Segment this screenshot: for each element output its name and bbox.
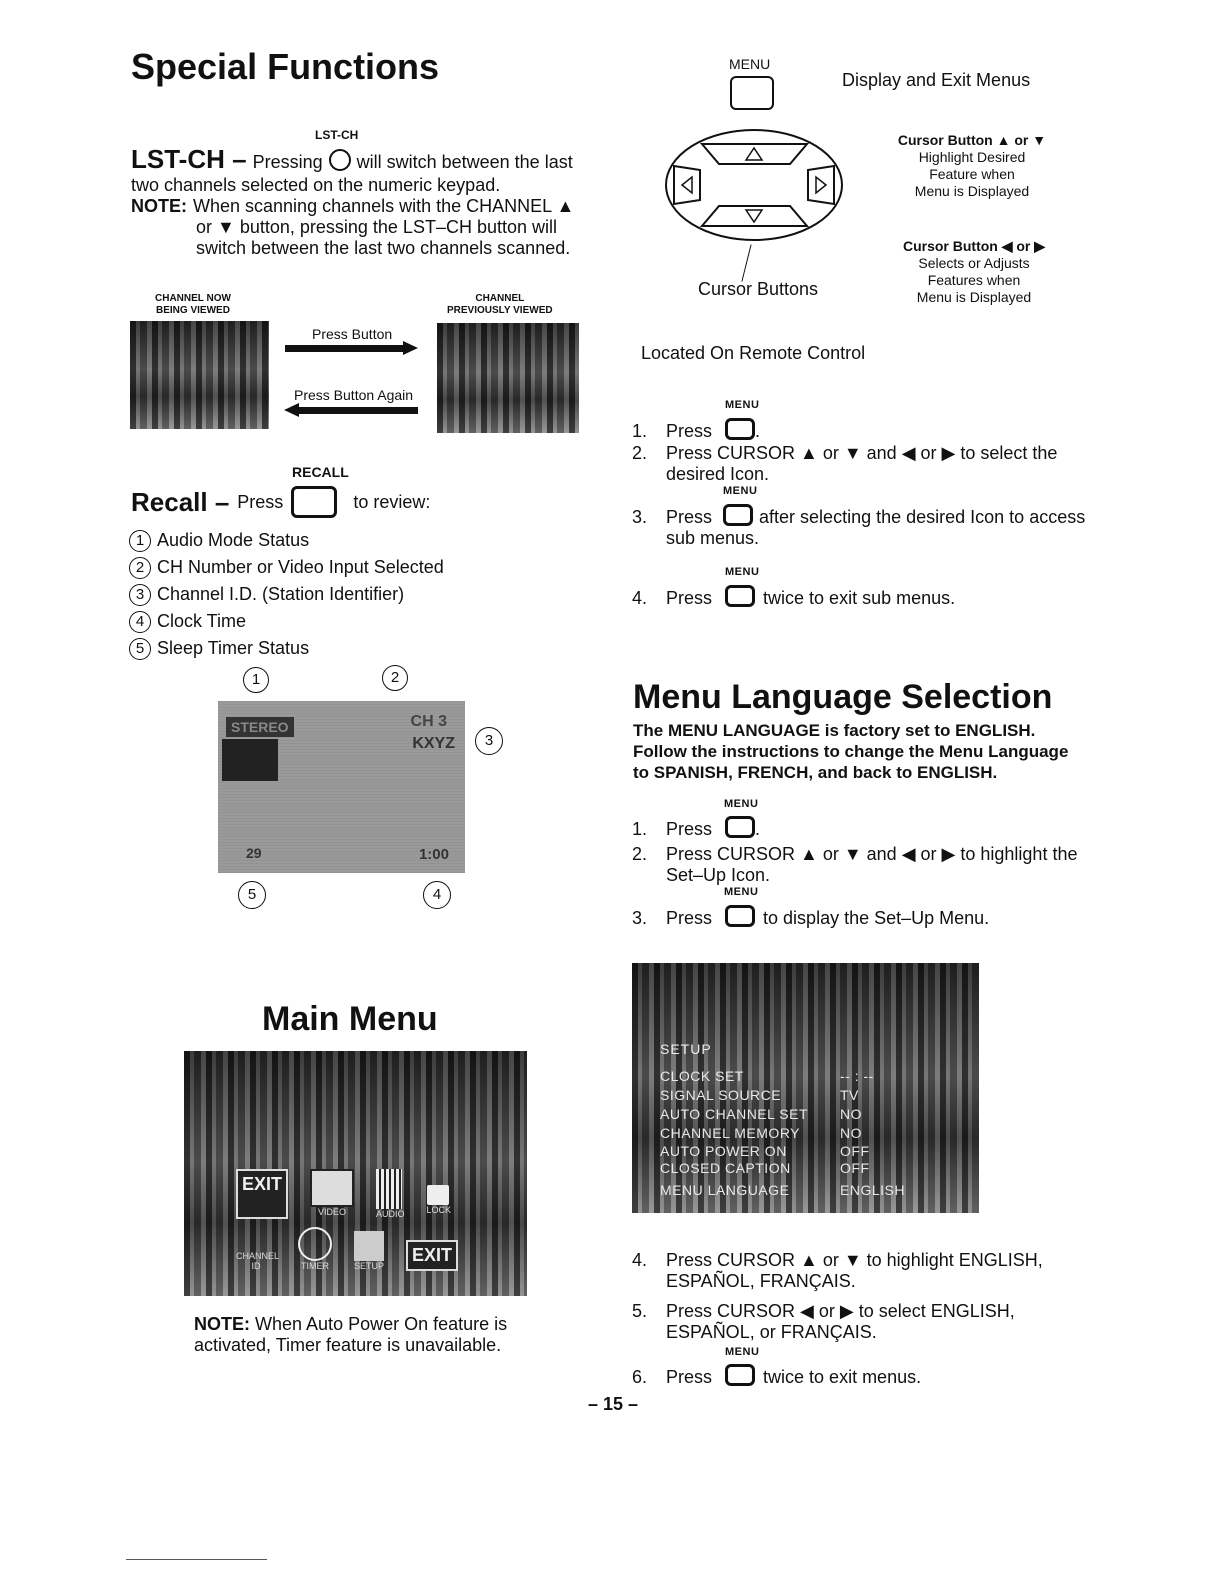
lstch-text-2: two channels selected on the numeric keypad. xyxy=(131,175,501,195)
menu-tiny-label: MENU xyxy=(724,798,759,810)
lstch-heading: LST-CH – xyxy=(131,144,247,174)
callout-2: 2 xyxy=(382,665,408,691)
menu-button-icon xyxy=(730,76,774,110)
callout-1: 1 xyxy=(243,667,269,693)
menu-button-icon xyxy=(723,504,753,526)
right-arrow-head-icon xyxy=(403,341,418,355)
list-item: 1 Audio Mode Status xyxy=(129,527,444,554)
main-menu-screen: EXIT VIDEO AUDIO LOCK CHANNEL ID TIMER SETUP EXIT xyxy=(184,1051,527,1296)
channel-now-label: CHANNEL NOW BEING VIEWED xyxy=(155,293,231,316)
menu-button-icon xyxy=(725,1364,755,1386)
cursor-lr-description: Cursor Button ◀ or ▶ Selects or Adjusts Features when Menu is Displayed xyxy=(902,238,1046,305)
recall-button-label: RECALL xyxy=(292,464,349,480)
menu-button-icon xyxy=(725,585,755,607)
list-item: 4 Clock Time xyxy=(129,608,444,635)
right-arrow-icon xyxy=(285,345,405,352)
lock-icon xyxy=(427,1185,449,1205)
recall-screen xyxy=(218,701,465,873)
menu-button-label: MENU xyxy=(729,56,771,72)
page-number: – 15 – xyxy=(588,1394,639,1414)
recall-list xyxy=(129,527,444,662)
menu-tiny-label: MENU xyxy=(724,886,759,898)
recall-heading: Recall – xyxy=(131,486,230,517)
menu-tiny-label: MENU xyxy=(725,566,760,578)
ml-step-6: 6. Press twice to exit menus. xyxy=(632,1364,921,1388)
note-label: NOTE: xyxy=(131,196,187,216)
recall-heading-row xyxy=(131,486,430,518)
menu-tiny-label: MENU xyxy=(723,485,758,497)
ml-step-5: 5. Press CURSOR ◀ or ▶ to select ENGLISH, ESPAÑOL, or FRANÇAIS. xyxy=(632,1301,1015,1342)
setup-row: CLOSED CAPTION OFF xyxy=(660,1160,870,1176)
lstch-text-1: will switch between the last xyxy=(356,152,573,172)
list-item: 2 CH Number or Video Input Selected xyxy=(129,554,444,581)
recall-to-review: to review: xyxy=(353,491,431,512)
cursor-ud-description: Cursor Button ▲ or ▼ Highlight Desired Feature when Menu is Displayed xyxy=(897,132,1047,199)
lstch-round-button-icon xyxy=(329,149,351,171)
channel-previous-label: CHANNEL PREVIOUSLY VIEWED xyxy=(447,293,553,316)
setup-row: CHANNEL MEMORY NO xyxy=(660,1125,862,1141)
note-text-2: or ▼ button, pressing the LST–CH button will xyxy=(196,217,557,237)
setup-title: SETUP xyxy=(660,1041,712,1057)
cursor-buttons-label: Cursor Buttons xyxy=(698,279,819,299)
step-1: 1. Press . xyxy=(632,418,760,442)
cursor-pointer-line xyxy=(741,244,751,281)
ml-step-2: 2. Press CURSOR ▲ or ▼ and ◀ or ▶ to highlight the Set–Up Icon. xyxy=(632,844,1078,885)
menu-button-icon xyxy=(725,418,755,440)
setup-row-selected: MENU LANGUAGE ENGLISH xyxy=(660,1182,905,1198)
list-item: 5 Sleep Timer Status xyxy=(129,635,444,662)
video-icon xyxy=(310,1169,354,1207)
note-text-1: When scanning channels with the CHANNEL ▲ xyxy=(193,196,575,216)
timer-icon xyxy=(298,1227,332,1261)
cursor-pad-icon xyxy=(662,126,847,244)
callout-5: 5 xyxy=(238,881,266,909)
list-item: 3 Channel I.D. (Station Identifier) xyxy=(129,581,444,608)
callout-4: 4 xyxy=(423,881,451,909)
setup-icon xyxy=(354,1231,384,1261)
audio-block xyxy=(222,739,278,781)
exit-icon: EXIT xyxy=(406,1240,458,1271)
note-text-3: switch between the last two channels scanned. xyxy=(196,238,571,258)
menu-button-icon xyxy=(725,905,755,927)
setup-row: SIGNAL SOURCE TV xyxy=(660,1087,859,1103)
step-4: 4. Press twice to exit sub menus. xyxy=(632,585,955,609)
display-exit-label: Display and Exit Menus xyxy=(842,70,1031,90)
step-2: 2. Press CURSOR ▲ or ▼ and ◀ or ▶ to select the desired Icon. xyxy=(632,443,1058,484)
menu-tiny-label: MENU xyxy=(725,1346,760,1358)
menu-language-title: Menu Language Selection xyxy=(633,678,1053,716)
stereo-indicator: STEREO xyxy=(226,717,294,737)
recall-button-icon xyxy=(291,486,337,518)
left-arrow-icon xyxy=(298,407,418,414)
lstch-pressing: Pressing xyxy=(252,152,323,172)
menu-language-intro: The MENU LANGUAGE is factory set to ENGLISH. Follow the instructions to change the Menu Language to SPANISH, FRENCH, and back to ENGLISH. xyxy=(633,721,1069,782)
ml-step-1: 1. Press . xyxy=(632,816,760,840)
press-button-again-label: Press Button Again xyxy=(294,387,414,403)
menu-tiny-label: MENU xyxy=(725,399,760,411)
lstch-paragraph xyxy=(131,144,591,259)
menu-button-icon xyxy=(725,816,755,838)
ml-step-3: 3. Press to display the Set–Up Menu. xyxy=(632,905,989,929)
recall-press: Press xyxy=(237,491,284,512)
exit-icon: EXIT xyxy=(236,1169,288,1219)
left-arrow-head-icon xyxy=(284,403,299,417)
main-menu-note: NOTE: When Auto Power On feature is activated, Timer feature is unavailable. xyxy=(194,1314,508,1355)
setup-menu-screen xyxy=(632,963,979,1213)
audio-icon xyxy=(376,1169,402,1209)
step-3: 3. Press after selecting the desired Icon to access sub menus. xyxy=(632,504,1102,549)
callout-3: 3 xyxy=(475,727,503,755)
setup-row: CLOCK SET -- : -- xyxy=(660,1068,874,1084)
station-id: KXYZ xyxy=(412,735,455,752)
located-on-remote: Located On Remote Control xyxy=(641,343,866,363)
setup-row: AUTO CHANNEL SET NO xyxy=(660,1106,862,1122)
channel-id-icon: CHANNEL ID xyxy=(236,1251,280,1271)
footer-line xyxy=(126,1559,267,1560)
press-button-label: Press Button xyxy=(312,326,393,342)
channel-number: CH 3 xyxy=(410,713,447,730)
clock-time: 1:00 xyxy=(418,846,449,863)
main-menu-title: Main Menu xyxy=(262,1000,438,1038)
previous-channel-image xyxy=(437,323,579,433)
lstch-button-label: LST-CH xyxy=(315,128,359,142)
current-channel-image xyxy=(130,321,269,429)
setup-row: AUTO POWER ON OFF xyxy=(660,1143,870,1159)
page-title: Special Functions xyxy=(131,46,440,87)
ml-step-4: 4. Press CURSOR ▲ or ▼ to highlight ENGLISH, ESPAÑOL, FRANÇAIS. xyxy=(632,1250,1043,1291)
sleep-timer: 29 xyxy=(246,845,262,861)
